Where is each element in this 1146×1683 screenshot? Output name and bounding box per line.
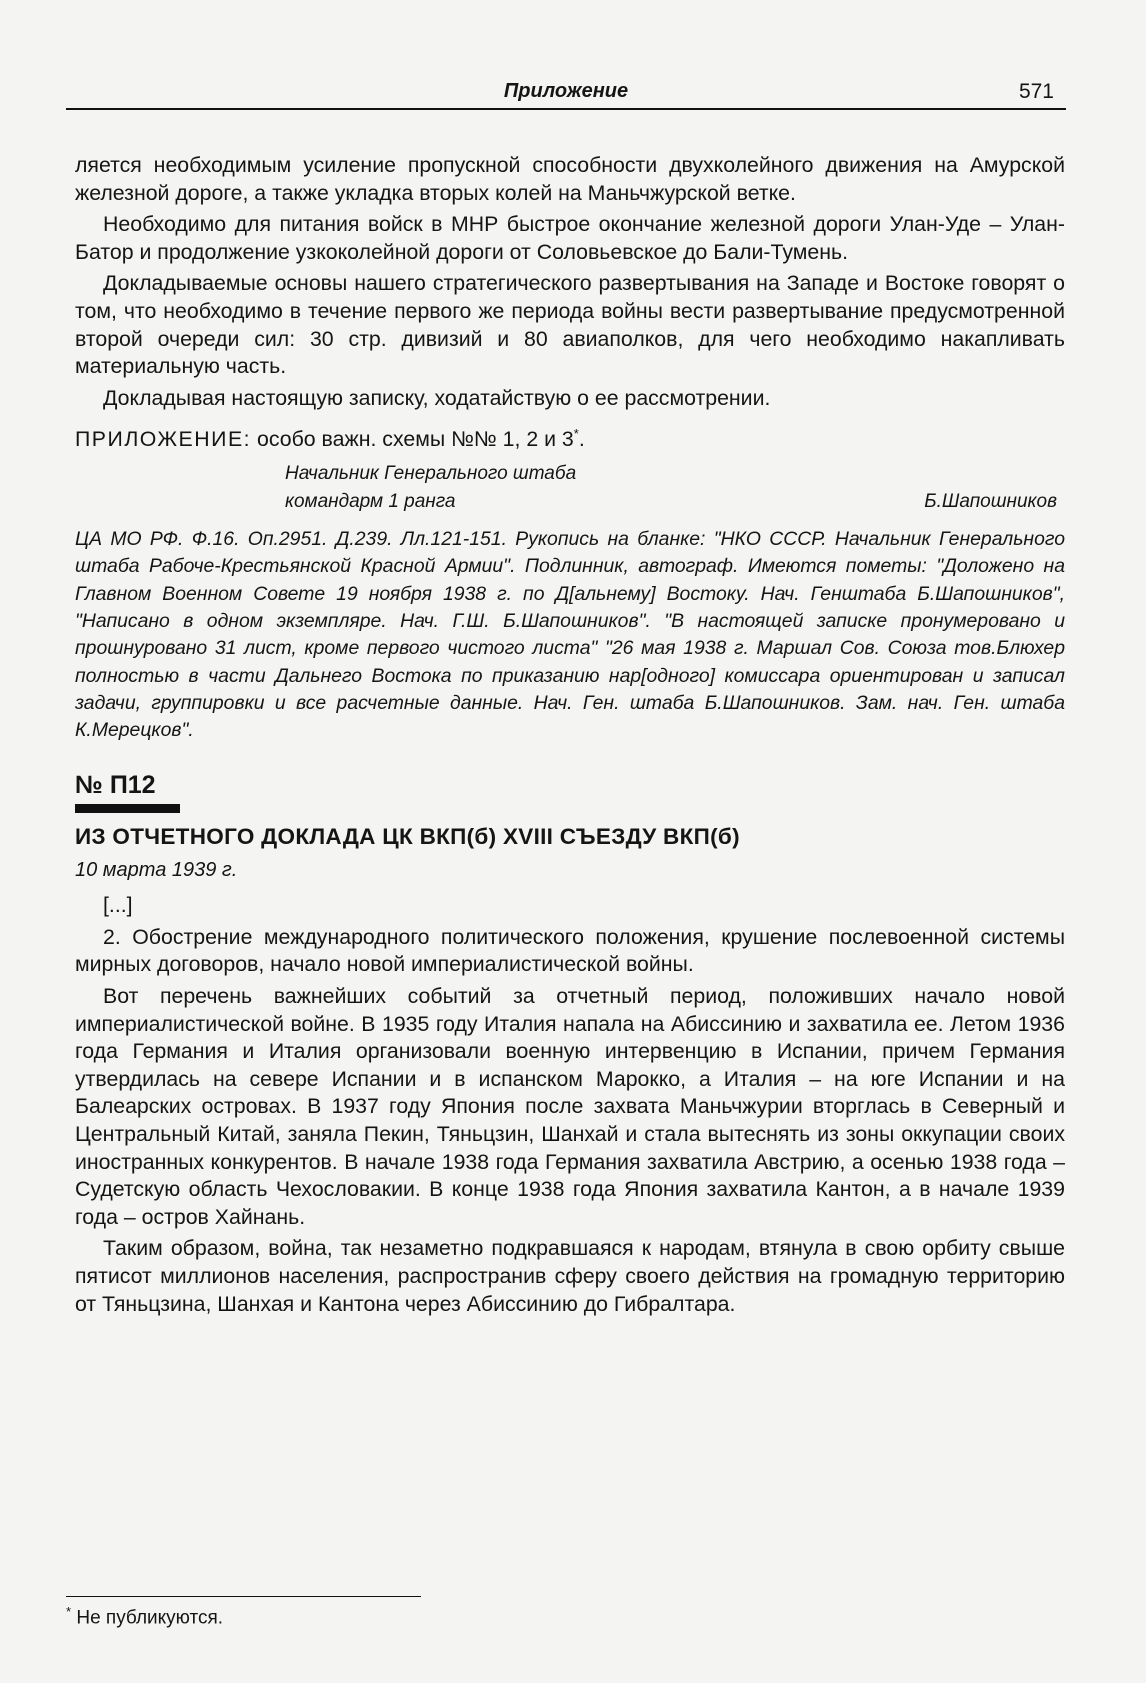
running-header [66,78,1066,110]
paragraph: 2. Обострение международного политического положения, крушение послевоенной системы мирных договоров, начало новой империалистической войны. [75,924,1065,977]
footnote-ref: * [573,426,579,442]
signature-rank: командарм 1 ранга [285,491,456,513]
document-number: № П12 [75,771,156,800]
appendix-text: особо важн. схемы №№ 1, 2 и 3 [257,427,574,452]
footnote-divider [66,1596,421,1597]
archive-note: ЦА МО РФ. Ф.16. Оп.2951. Д.239. Лл.121-151. Рукопись на бланке: "НКО СССР. Начальник Генерального штаба Рабоче-Крестьянской Красной Армии". Подлинник, автограф. Имеются пометы: "Доложено на Главном Военном Совете 19 ноября 1938 г. по Д[альнему] Востоку. Нач. Генштаба Б.Шапошников", "Написано в одном экземпляре. Нач. Г.Ш. Б.Шапошников". "В настоящей записке пронумеровано и прошнуровано 31 лист, кроме первого чистого листа" "26 мая 1938 г. Маршал Сов. Союза тов.Блюхер полностью в части Дальнего Востока по приказанию нар[одного] комиссара ориентирован и записал задачи, группировки и все расчетные данные. Нач. Ген. штаба Б.Шапошников. Зам. нач. Ген. штаба К.Мерецков". [75,528,1065,742]
appendix-label: ПРИЛОЖЕНИЕ: [75,427,252,452]
running-title: Приложение [503,80,629,102]
page-number: 571 [1018,80,1054,103]
document-date: 10 марта 1939 г. [75,858,238,881]
signature-name: Б.Шапошников [924,491,1057,513]
ellipsis: [...] [103,893,133,918]
footnote-text: Не публикуются. [76,1607,224,1629]
paragraph: Таким образом, война, так незаметно подкравшаяся к народам, втянула в свою орбиту свыше пятисот миллионов населения, распространив сферу своего действия на громадную территорию от Тяньцзина, Шанхая и Кантона через Абиссинию до Гибралтара. [75,1236,1065,1316]
document-title: ИЗ ОТЧЕТНОГО ДОКЛАДА ЦК ВКП(б) XVIII СЪЕЗДУ ВКП(б) [75,824,740,849]
footnote-mark: * [66,1604,72,1619]
paragraph: Вот перечень важнейших событий за отчетный период, положивших начало новой империалистической войне. В 1935 году Италия напала на Абиссинию и захватила ее. Летом 1936 года Германия и Италия организовали военную интервенцию в Испании, причем Германия утвердилась на севере Испании и в испанском Марокко, а Италия – на юге Испании и на Балеарских островах. В 1937 году Япония после захвата Маньчжурии вторглась в Северный и Центральный Китай, заняла Пекин, Тяньцзин, Шанхай и стала вытеснять из зоны оккупации своих иностранных конкурентов. В начале 1938 года Германия захватила Австрию, а осенью 1938 года – Судетскую область Чехословакии. В конце 1938 года Япония захватила Кантон, а в начале 1939 года – остров Хайнань. [75,983,1065,1229]
signature-block [75,460,1065,516]
paragraph: Докладываемые основы нашего стратегического развертывания на Западе и Востоке говорят о том, что необходимо в течение первого же периода войны вести развертывание предусмотренной второй очереди сил: 30 стр. дивизий и 80 авиаполков, для чего необходимо накапливать материальную часть. [75,271,1065,379]
heading-rule [75,804,180,813]
footnote [66,1604,223,1629]
appendix-line: ПРИЛОЖЕНИЕ: особо важн. схемы №№ 1, 2 и 3*. [75,426,585,452]
paragraph: Необходимо для питания войск в МНР быстрое окончание железной дороги Улан-Уде – Улан-Батор и продолжение узкоколейной дороги от Соловьевское до Бали-Тумень. [75,212,1065,264]
signature-position: Начальник Генерального штаба [285,463,577,485]
paragraph: ляется необходимым усиление пропускной способности двухколейного движения на Амурской железной дороге, а также укладка вторых колей на Маньчжурской ветке. [75,153,1065,205]
page-body [75,152,1065,1322]
paragraph: Докладывая настоящую записку, ходатайствую о ее рассмотрении. [103,385,771,410]
